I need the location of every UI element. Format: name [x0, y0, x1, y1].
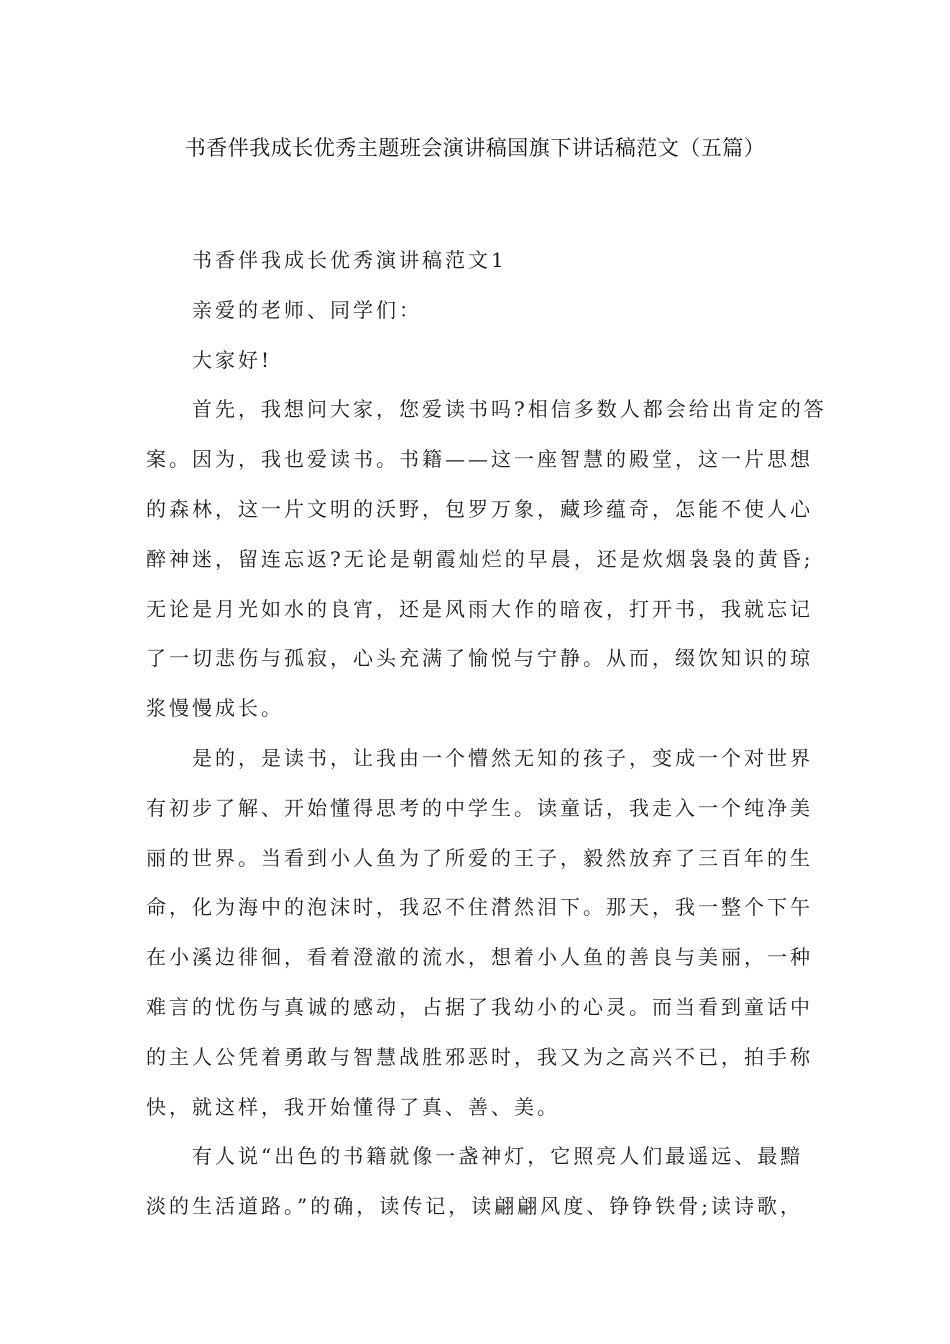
body-line: 有初步了解、开始懂得思考的中学生。读童话，我走入一个纯净美	[146, 795, 813, 820]
document-title: 书香伴我成长优秀主题班会演讲稿国旗下讲话稿范文（五篇）	[184, 136, 766, 160]
body-line: 命，化为海中的泡沫时，我忍不住潸然泪下。那天，我一整个下午	[146, 895, 813, 920]
body-line: 亲爱的老师、同学们：	[192, 297, 422, 322]
body-line: 难言的忧伤与真诚的感动，占据了我幼小的心灵。而当看到童话中	[146, 994, 813, 1019]
body-line: 淡的生活道路。”的确，读传记，读翩翩风度、铮铮铁骨;读诗歌，	[146, 1194, 803, 1219]
body-line: 是的，是读书，让我由一个懵然无知的孩子，变成一个对世界	[192, 745, 813, 770]
body-line: 书香伴我成长优秀演讲稿范文1	[192, 248, 507, 272]
body-line: 首先，我想问大家，您爱读书吗?相信多数人都会给出肯定的答	[192, 397, 827, 422]
body-line: 浆慢慢成长。	[146, 696, 284, 721]
body-line: 快，就这样，我开始懂得了真、善、美。	[146, 1094, 560, 1119]
body-line: 醉神迷，留连忘返?无论是朝霞灿烂的早晨，还是炊烟袅袅的黄昏;	[146, 546, 814, 571]
body-line: 有人说“出色的书籍就像一盏神灯，它照亮人们最遥远、最黯	[192, 1144, 804, 1169]
body-line: 大家好!	[192, 347, 273, 372]
body-line: 在小溪边徘徊，看着澄澈的流水，想着小人鱼的善良与美丽，一种	[146, 945, 813, 970]
body-line: 案。因为，我也爱读书。书籍——这一座智慧的殿堂，这一片思想	[146, 447, 813, 472]
body-line: 的森林，这一片文明的沃野，包罗万象，藏珍蕴奇，怎能不使人心	[146, 496, 813, 521]
body-line: 的主人公凭着勇敢与智慧战胜邪恶时，我又为之高兴不已，拍手称	[146, 1044, 813, 1069]
body-line: 无论是月光如水的良宵，还是风雨大作的暗夜，打开书，我就忘记	[146, 596, 813, 621]
body-line: 丽的世界。当看到小人鱼为了所爱的王子，毅然放弃了三百年的生	[146, 845, 813, 870]
body-line: 了一切悲伤与孤寂，心头充满了愉悦与宁静。从而，缀饮知识的琼	[146, 646, 813, 671]
document-body	[146, 236, 827, 1232]
